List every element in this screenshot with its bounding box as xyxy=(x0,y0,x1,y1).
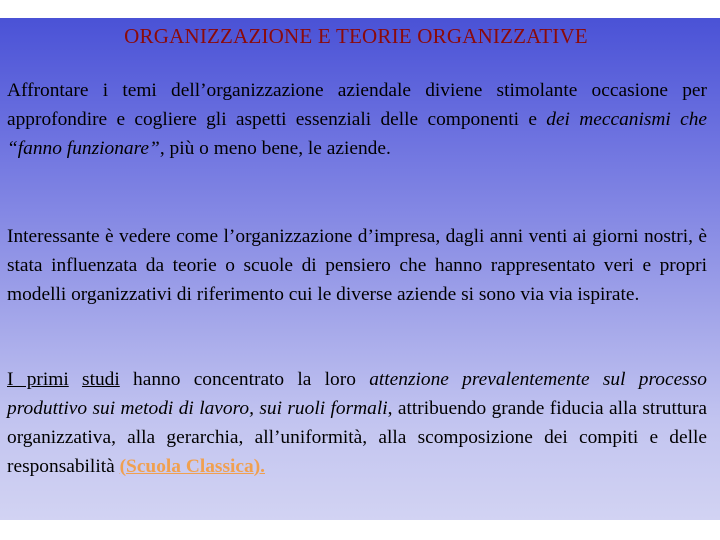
underlined-i-primi: I primi xyxy=(7,369,69,390)
open-paren: ( xyxy=(119,456,127,477)
paragraph-intro-end: , più o meno bene, le aziende. xyxy=(159,138,391,159)
paragraph-first-studies xyxy=(7,365,707,481)
paragraph-first-studies-text: hanno concentrato la loro xyxy=(119,369,370,390)
underlined-studi: studi xyxy=(82,369,120,390)
paragraph-intro xyxy=(7,76,707,163)
paragraph-first-studies-italic: attenzione prevalentemente sul processo produttivo sui metodi di lavoro, sui ruoli formali xyxy=(7,369,707,419)
slide-title: ORGANIZZAZIONE E TEORIE ORGANIZZATIVE xyxy=(124,24,588,48)
paragraph-influence: Interessante è vedere come l’organizzazione d’impresa, dagli anni venti ai giorni nostri, è stata influenzata da teorie o scuole di pensiero che hanno rappresentato veri e propri modelli organizzativi di riferimento cui le diverse aziende si sono via via ispirate. xyxy=(7,226,707,305)
paragraph-intro-italic: dei meccanismi che “fanno funzionare” xyxy=(7,109,707,159)
paragraph-intro-text: Affrontare i temi dell’organizzazione aziendale diviene stimolante occasione per approfondire e cogliere gli aspetti essenziali delle componenti e xyxy=(7,80,707,130)
slide xyxy=(0,18,720,520)
scuola-classica-highlight: Scuola Classica xyxy=(126,456,254,477)
paragraph-first-studies-end: , attribuendo grande fiducia alla struttura organizzativa, alla gerarchia, all’uniformità, alla scomposizione dei compiti e delle responsabilità xyxy=(7,398,708,477)
close-paren: ). xyxy=(253,456,266,477)
space xyxy=(69,369,82,390)
